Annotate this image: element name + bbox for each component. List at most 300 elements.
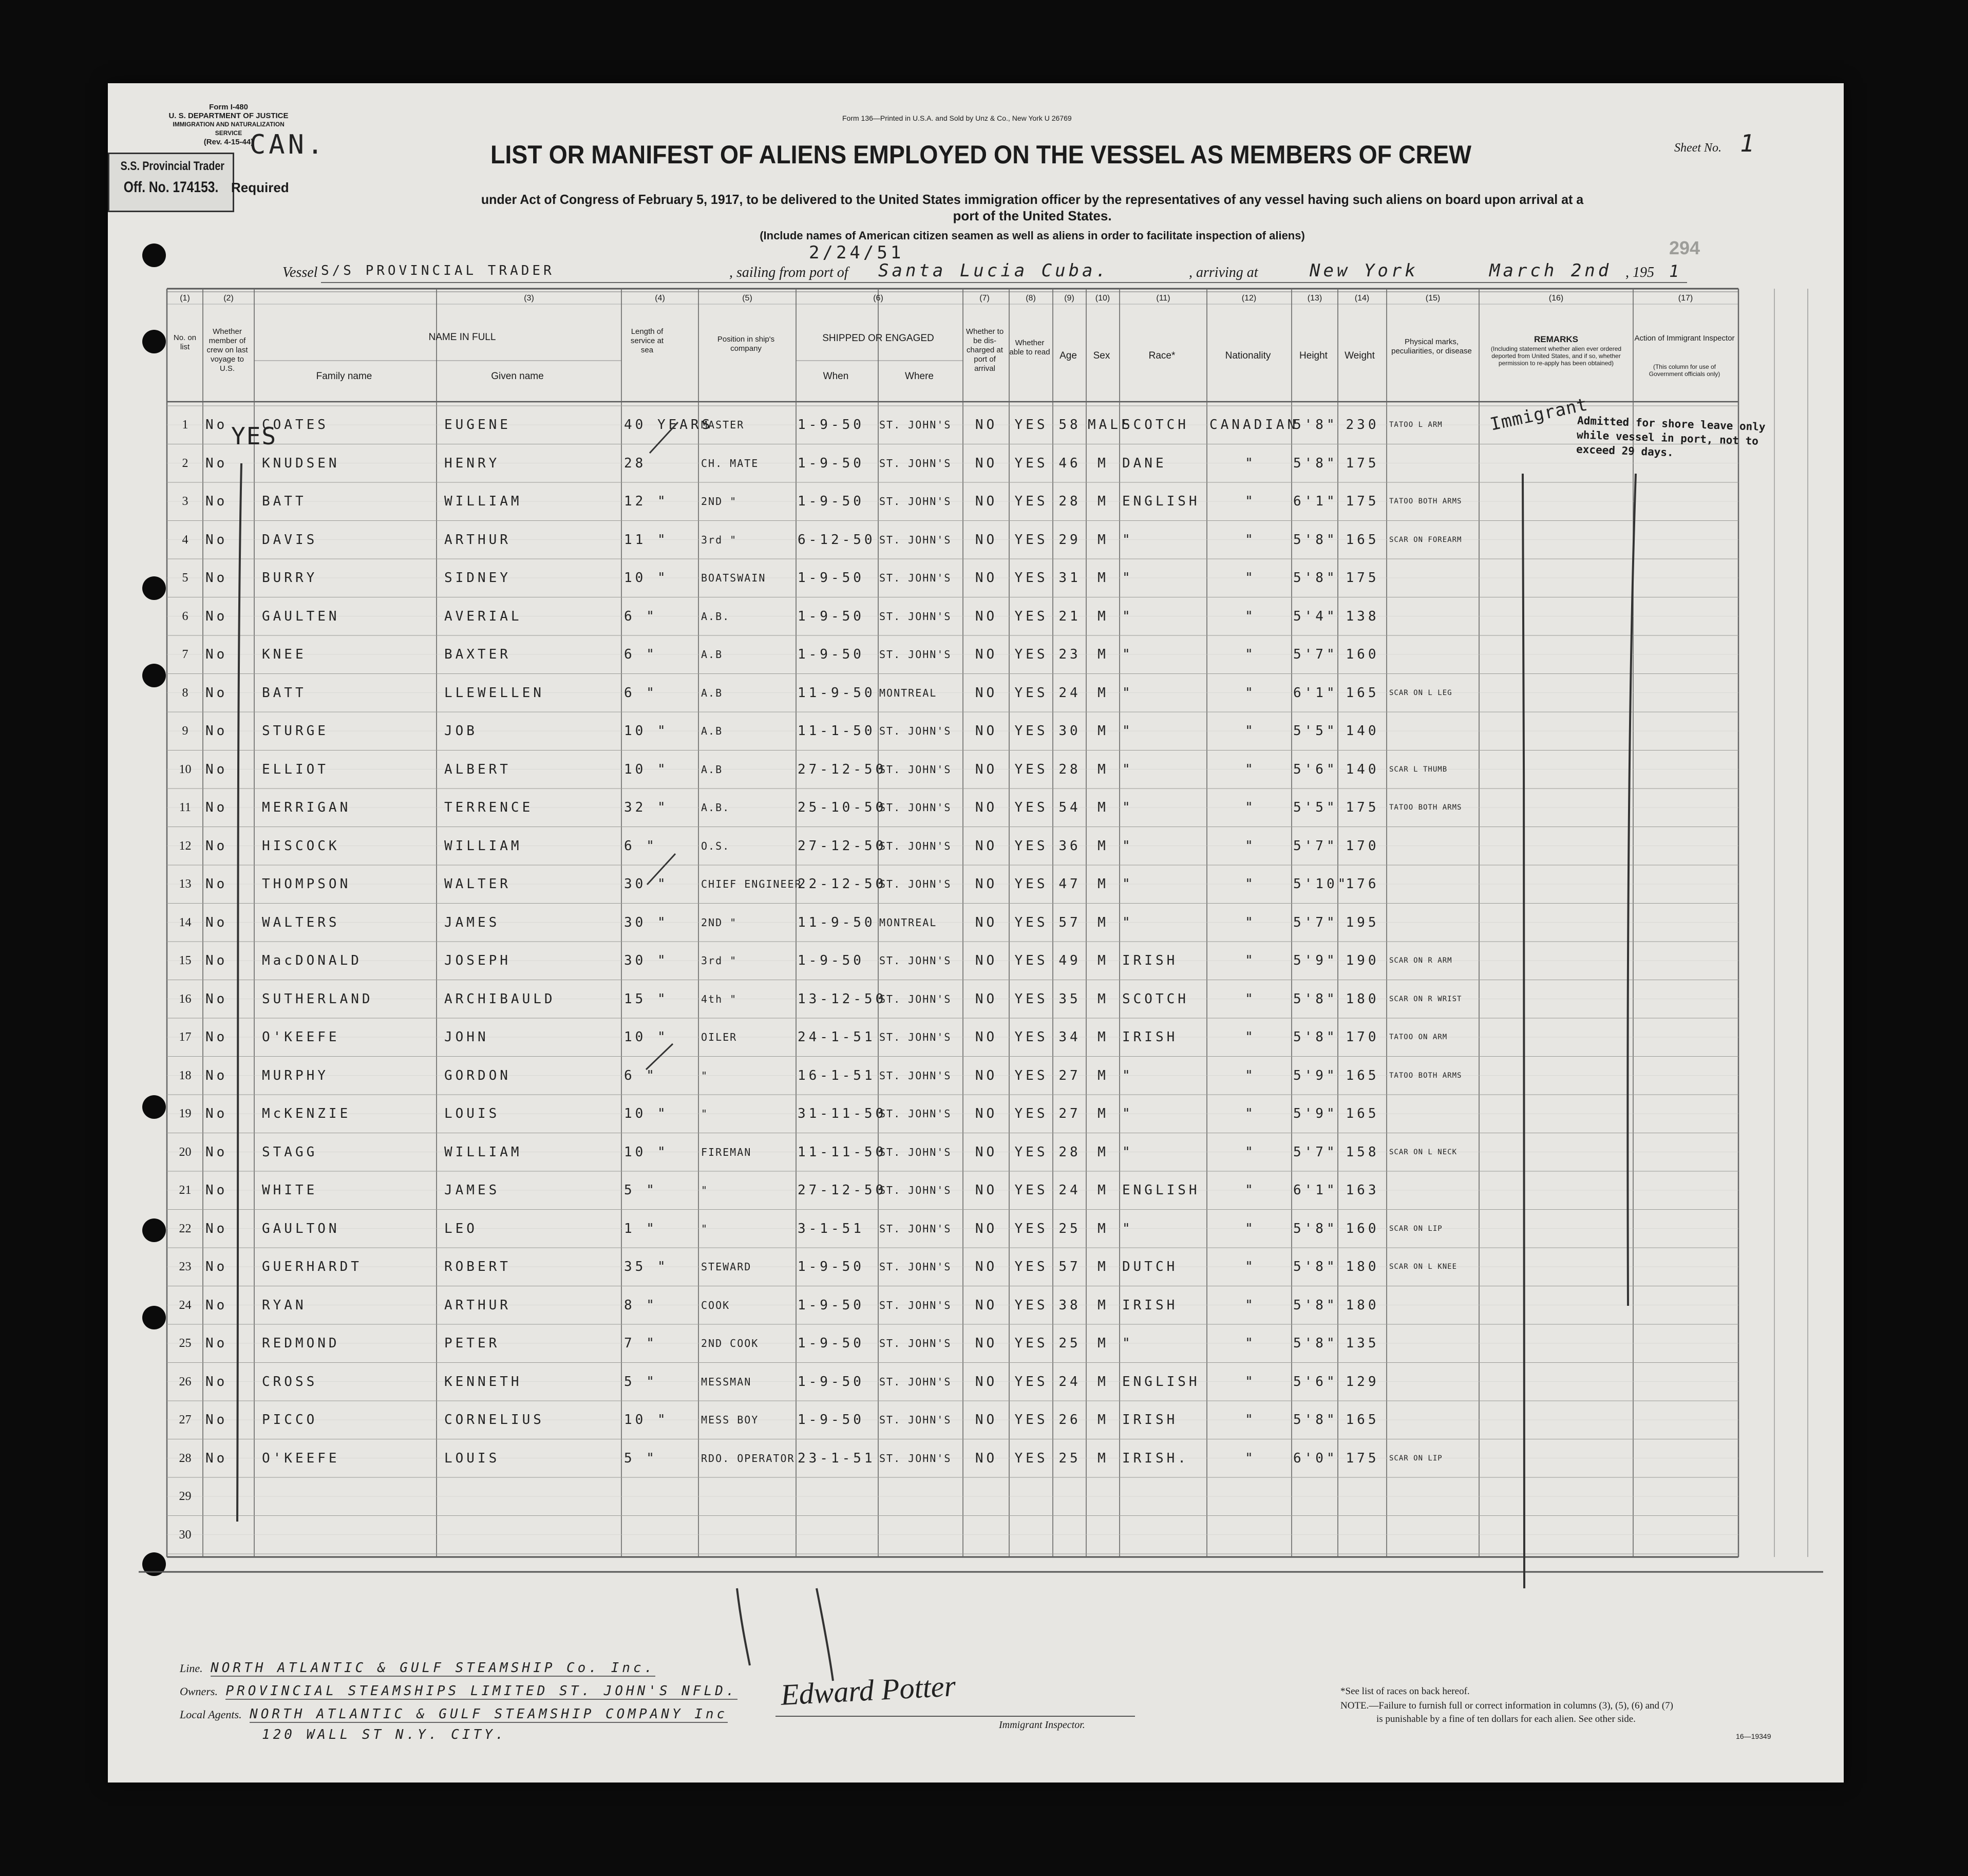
discharged [964,1516,1008,1554]
discharged: NO [975,1144,998,1160]
header-physical-marks: Physical marks, peculiarities, or disease [1391,337,1472,355]
footer-agents-label: Local Agents. [180,1708,242,1721]
physical-marks: SCAR ON L KNEE [1389,1263,1458,1271]
able-to-read: YES [1014,761,1048,777]
race: IRISH [1122,1297,1178,1313]
prior-voyage [205,1516,252,1554]
sex: M [1097,723,1109,739]
race [1122,1516,1207,1554]
header-age: Age [1059,350,1077,361]
position: MESSMAN [701,1375,752,1388]
prior-voyage: No [205,953,228,968]
table-row [108,1401,1844,1439]
required-label: Required [231,180,289,195]
age: 54 [1058,800,1081,815]
family-name: WHITE [262,1183,318,1198]
position [701,1516,796,1554]
header-race: Race* [1148,350,1176,361]
row-number: 1 [182,418,188,432]
row-number: 8 [182,686,188,700]
remarks-handwriting: Immigrant [1488,394,1590,435]
able-to-read: YES [1014,685,1048,701]
given-name: KENNETH [444,1374,522,1390]
height: 5'6" [1293,761,1338,777]
given-name: LOUIS [444,1106,500,1121]
table-row [108,635,1844,674]
discharged: NO [975,1183,998,1198]
header-shipped-engaged: SHIPPED OR ENGAGED [822,333,934,344]
discharged: NO [975,991,998,1007]
column-number: (4) [655,294,665,303]
given-name: LLEWELLEN [444,685,544,701]
footer-agents-value: NORTH ATLANTIC & GULF STEAMSHIP COMPANY Inc [250,1706,728,1722]
given-name: JAMES [444,914,500,930]
length-of-service: 5 " [624,1374,657,1390]
shipped-where: ST. JOHN'S [879,419,952,431]
race [1122,1477,1207,1515]
footer-line-label: Line. [180,1662,203,1675]
nationality: " [1245,914,1256,930]
age: 31 [1058,570,1081,586]
column-number: (17) [1678,294,1693,303]
family-name: McKENZIE [262,1106,351,1121]
header-given-name: Given name [491,371,544,382]
physical-marks [1389,1477,1479,1515]
nationality: " [1245,570,1256,586]
length-of-service: 10 " [624,761,669,777]
discharged: NO [975,647,998,662]
given-name: WILLIAM [444,838,522,854]
prior-voyage: No [205,455,228,471]
race: DANE [1122,455,1167,471]
manifest-sheet [108,83,1844,1783]
weight: 160 [1346,647,1379,662]
sex: M [1097,685,1109,701]
row-number: 17 [179,1030,192,1044]
shipped-when: 22-12-50 [798,876,887,892]
family-name: BATT [262,685,307,701]
race: " [1122,1144,1133,1160]
age: 24 [1058,1183,1081,1198]
discharged: NO [975,1450,998,1466]
footer-owners-row [180,1683,737,1699]
family-name: KNEE [262,647,307,662]
physical-marks [1389,865,1479,903]
race: " [1122,685,1133,701]
header-shipped-when: When [823,371,849,382]
height [1293,1477,1337,1515]
race: " [1122,1221,1133,1236]
able-to-read: YES [1014,914,1048,930]
shipped-where: ST. JOHN'S [879,572,952,584]
length-of-service: 15 " [624,991,669,1007]
row-number: 25 [179,1337,192,1350]
weight: 140 [1346,761,1379,777]
header-shipped-where: Where [905,371,934,382]
form-number: Form I-480 [209,103,248,111]
table-row [108,865,1844,904]
date-note: 2/24/51 [809,242,904,263]
table-row [108,904,1844,942]
prior-voyage: No [205,1336,228,1351]
table-row [108,1286,1844,1325]
family-name: WALTERS [262,914,340,930]
column-number: (7) [979,294,990,303]
shipped-where: ST. JOHN'S [879,1414,952,1426]
age: 34 [1058,1029,1081,1045]
row-number: 5 [182,571,188,585]
discharged: NO [975,953,998,968]
nationality: " [1245,647,1256,662]
age: 49 [1058,953,1081,968]
height: 5'8" [1293,417,1338,433]
given-name: SIDNEY [444,570,511,586]
column-number: (12) [1241,294,1257,303]
table-row [108,1363,1844,1401]
age: 47 [1058,876,1081,892]
physical-marks: TATOO ON ARM [1389,1033,1448,1041]
shipped-when: 25-10-50 [798,800,887,815]
race: " [1122,570,1133,586]
length-of-service: 6 " [624,1067,657,1083]
able-to-read: YES [1014,1106,1048,1121]
row-number: 14 [179,915,192,929]
nationality: CANADIAN [1209,417,1299,433]
header-position: Position in ship's company [717,335,775,353]
position: O.S. [701,839,730,852]
position: " [701,1069,709,1082]
height: 5'7" [1293,647,1338,662]
height: 5'8" [1293,1412,1338,1428]
sex: M [1097,1106,1109,1121]
weight: 163 [1346,1183,1379,1198]
inspector-signature: Edward Potter [780,1669,957,1712]
arrival-date: March 2nd [1489,260,1612,281]
row-number: 20 [179,1145,192,1159]
race: " [1122,608,1133,624]
sex: M [1097,1336,1109,1351]
family-name: GUERHARDT [262,1259,362,1274]
column-number: (10) [1095,294,1110,303]
shipped-where: ST. JOHN'S [879,1452,952,1465]
age: 57 [1058,1259,1081,1274]
discharged: NO [975,494,998,509]
nationality: " [1245,494,1256,509]
family-name: STAGG [262,1144,318,1160]
physical-marks [1389,1171,1479,1209]
vessel-label: Vessel [282,265,318,280]
row-number: 2 [182,456,188,470]
age: 23 [1058,647,1081,662]
nationality: " [1245,953,1256,968]
subtitle-line-1: under Act of Congress of February 5, 1917, to be delivered to the United States immigration officer by the representatives of any vessel having such aliens on board upon arrival at a [481,192,1584,207]
length-of-service: 12 " [624,494,669,509]
discharged: NO [975,838,998,854]
family-name [262,1477,437,1515]
age: 38 [1058,1297,1081,1313]
position: " [701,1108,709,1120]
prior-voyage: No [205,647,228,662]
shipped-where: ST. JOHN'S [879,801,952,814]
column-number: (2) [223,294,234,303]
weight: 195 [1346,914,1379,930]
family-name: COATES [262,417,329,433]
shipped-where: ST. JOHN'S [879,1337,952,1349]
discharged: NO [975,1259,998,1274]
column-number: (9) [1064,294,1074,303]
height: 5'5" [1293,723,1338,739]
weight: 190 [1346,953,1379,968]
length-of-service: 6 " [624,608,657,624]
physical-marks [1389,559,1479,597]
sex: M [1097,1450,1109,1466]
sex: M [1097,1221,1109,1236]
sex: M [1097,647,1109,662]
prior-voyage: No [205,1259,228,1274]
shipped-when: 1-9-50 [798,953,864,968]
sex: M [1097,1029,1109,1045]
race: ENGLISH [1122,1374,1200,1390]
prior-voyage: No [205,494,228,509]
physical-marks [1389,444,1479,482]
weight: 129 [1346,1374,1379,1390]
age [1054,1516,1085,1554]
race: IRISH [1122,1029,1178,1045]
physical-marks: TATOO L ARM [1389,421,1443,429]
shipped-where [879,1477,964,1515]
prior-voyage: No [205,723,228,739]
race: ENGLISH [1122,1183,1200,1198]
physical-marks: SCAR ON L LEG [1389,688,1452,697]
physical-marks: TATOO BOTH ARMS [1389,497,1462,505]
shipped-when: 11-9-50 [798,685,876,701]
family-name: RYAN [262,1297,307,1313]
shipped-when: 11-1-50 [798,723,876,739]
age: 25 [1058,1336,1081,1351]
shipped-when: 6-12-50 [798,532,876,548]
race: " [1122,876,1133,892]
sex [1088,1516,1119,1554]
shipped-where: ST. JOHN'S [879,533,952,546]
race: DUTCH [1122,1259,1178,1274]
height: 5'9" [1293,1106,1338,1121]
physical-marks: SCAR L THUMB [1389,765,1448,774]
family-name: THOMPSON [262,876,351,892]
header-remarks: REMARKS [1534,334,1578,344]
row-number: 9 [182,724,188,738]
prior-voyage: No [205,1183,228,1198]
column-number: (5) [742,294,752,303]
physical-marks: TATOO BOTH ARMS [1389,803,1462,812]
height: 5'8" [1293,1297,1338,1313]
age: 26 [1058,1412,1081,1428]
shipped-when: 1-9-50 [798,455,864,471]
weight: 180 [1346,991,1379,1007]
discharged [964,1477,1008,1515]
race: " [1122,647,1133,662]
length-of-service: 5 " [624,1450,657,1466]
table-row [108,1057,1844,1095]
shipped-when: 1-9-50 [798,417,864,433]
shipped-when: 1-9-50 [798,1259,864,1274]
weight: 175 [1346,494,1379,509]
stamp-handwriting: CAN. [250,129,327,160]
inspector-label: Immigrant Inspector. [999,1719,1085,1731]
race: SCOTCH [1122,417,1189,433]
row-number: 18 [179,1068,192,1082]
discharged: NO [975,914,998,930]
sex: M [1097,761,1109,777]
table-row [108,674,1844,712]
prior-voyage: No [205,800,228,815]
prior-voyage: No [205,1221,228,1236]
shipped-when: 27-12-50 [798,761,887,777]
age: 25 [1058,1221,1081,1236]
row-number: 28 [179,1451,192,1465]
table-row [108,751,1844,789]
age: 28 [1058,494,1081,509]
shipped-where: ST. JOHN'S [879,648,952,661]
nationality: " [1245,761,1256,777]
position: COOK [701,1299,730,1311]
table-row [108,406,1844,444]
able-to-read: YES [1014,1144,1048,1160]
physical-marks [1389,1095,1479,1133]
physical-marks [1389,1363,1479,1401]
length-of-service: 6 " [624,685,657,701]
subtitle-line-2: port of the United States. [953,208,1112,223]
position: CHIEF ENGINEER [701,878,802,890]
age: 28 [1058,1144,1081,1160]
sex: M [1097,838,1109,854]
nationality: " [1245,1259,1256,1274]
physical-marks: SCAR ON LIP [1389,1224,1443,1233]
weight: 165 [1346,1067,1379,1083]
length-of-service: 10 " [624,1029,669,1045]
shipped-when [798,1477,880,1515]
height: 6'1" [1293,494,1338,509]
nationality: " [1245,455,1256,471]
sailing-port: Santa Lucia Cuba. [878,260,1109,281]
able-to-read: YES [1014,1450,1048,1466]
able-to-read: YES [1014,1259,1048,1274]
header-family-name: Family name [316,371,372,382]
weight: 180 [1346,1259,1379,1274]
height: 5'7" [1293,914,1338,930]
prior-voyage: No [205,761,228,777]
position: 3rd " [701,954,737,967]
able-to-read: YES [1014,991,1048,1007]
row-number: 13 [179,877,192,891]
table-row [108,1133,1844,1172]
family-name: GAULTON [262,1221,340,1236]
header-sex: Sex [1093,350,1110,361]
able-to-read: YES [1014,647,1048,662]
age: 35 [1058,991,1081,1007]
position: 2ND COOK [701,1337,759,1349]
prior-voyage: No [205,876,228,892]
height [1293,1516,1337,1554]
service: IMMIGRATION AND NATURALIZATION SERVICE [173,121,285,137]
prior-voyage: No [205,991,228,1007]
row-number: 24 [179,1298,192,1312]
shipped-where: MONTREAL [879,686,937,699]
able-to-read: YES [1014,532,1048,548]
row-number: 29 [179,1490,192,1503]
header-height: Height [1299,350,1328,361]
position: A.B [701,725,723,737]
able-to-read: YES [1014,570,1048,586]
nationality: " [1245,991,1256,1007]
family-name [262,1516,437,1554]
prior-voyage [205,1477,252,1515]
able-to-read: YES [1014,1067,1048,1083]
given-name: CORNELIUS [444,1412,544,1428]
height: 5'9" [1293,1067,1338,1083]
position: " [701,1184,709,1196]
weight: 170 [1346,838,1379,854]
shipped-when: 24-1-51 [798,1029,876,1045]
sex: MALE [1088,417,1132,433]
position: 2ND " [701,495,737,508]
race: " [1122,1336,1133,1351]
age: 30 [1058,723,1081,739]
able-to-read: YES [1014,1029,1048,1045]
nationality: " [1245,1374,1256,1390]
sex: M [1097,608,1109,624]
given-name: WILLIAM [444,494,522,509]
shipped-where: ST. JOHN'S [879,1299,952,1311]
family-name: GAULTEN [262,608,340,624]
sex: M [1097,1297,1109,1313]
weight: 140 [1346,723,1379,739]
family-name: REDMOND [262,1336,340,1351]
discharged: NO [975,1374,998,1390]
sex: M [1097,914,1109,930]
sex: M [1097,1144,1109,1160]
nationality: " [1245,800,1256,815]
length-of-service: 10 " [624,1412,669,1428]
footer-line-value: NORTH ATLANTIC & GULF STEAMSHIP Co. Inc. [211,1660,656,1676]
admitted-stamp: Admitted for shore leave only while vessel in port, not to exceed 29 days. [1576,414,1766,459]
shipped-when: 1-9-50 [798,1374,864,1390]
given-name: WALTER [444,876,511,892]
shipped-where: ST. JOHN'S [879,457,952,470]
given-name: JOHN [444,1029,489,1045]
sex [1088,1477,1119,1515]
length-of-service: 7 " [624,1336,657,1351]
able-to-read: YES [1014,1297,1048,1313]
column-number: (1) [180,294,190,303]
table-row [108,1516,1844,1554]
shipped-where: ST. JOHN'S [879,839,952,852]
length-of-service: 30 " [624,914,669,930]
length-of-service: 40 YEARS [624,417,713,433]
able-to-read: YES [1014,1412,1048,1428]
weight: 158 [1346,1144,1379,1160]
sex: M [1097,953,1109,968]
age: 28 [1058,761,1081,777]
able-to-read: YES [1014,1336,1048,1351]
position [701,1477,796,1515]
position: A.B [701,686,723,699]
position: " [701,1222,709,1235]
shipped-where: ST. JOHN'S [879,610,952,623]
shipped-when: 3-1-51 [798,1221,864,1236]
table-row [108,444,1844,483]
given-name: BAXTER [444,647,511,662]
prior-voyage: No [205,1144,228,1160]
